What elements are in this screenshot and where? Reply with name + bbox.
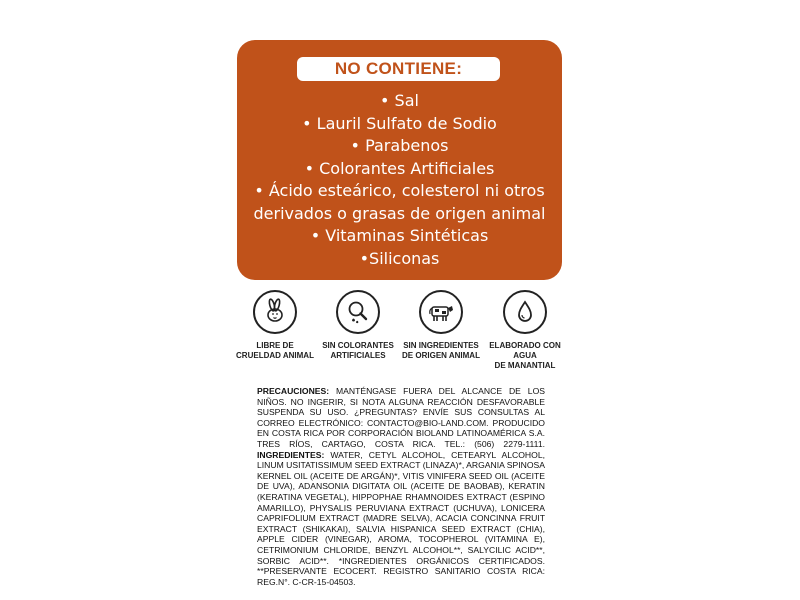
precautions-text: MANTÉNGASE FUERA DEL ALCANCE DE LOS NIÑOS. NO INGERIR, SI NOTA ALGUNA REACCIÓN DESFAVORABLE SUSPENDA SU USO. ¿PREGUNTAS? ENVÍE SUS CONSULTAS AL CORREO ELECTRÓNICO: CONTACTO@BIO-LAND.COM. PRODUCIDO EN COSTA RICA POR CORPORACIÓN BIOLAND LATINOAMÉRICA S.A. TRES RÍOS, CARTAGO, COSTA RICA. TEL.: (506) 2279-1111. bbox=[257, 386, 545, 449]
list-item: • Parabenos bbox=[350, 136, 449, 155]
badge-spring-water bbox=[480, 290, 570, 371]
badge-label: LIBRE DE CRUELDAD ANIMAL bbox=[236, 341, 314, 360]
list-item: derivados o grasas de origen animal bbox=[253, 203, 546, 223]
list-item: • Sal bbox=[380, 91, 419, 110]
list-item: • Vitaminas Sintéticas bbox=[310, 226, 489, 245]
list-item: • Ácido esteárico, colesterol ni otros bbox=[254, 181, 545, 200]
feature-badges bbox=[230, 290, 570, 370]
label-text-block bbox=[257, 386, 545, 587]
badge-cruelty-free bbox=[230, 290, 320, 361]
list-item: • Lauril Sulfato de Sodio bbox=[302, 113, 497, 133]
ingredients-text: WATER, CETYL ALCOHOL, CETEARYL ALCOHOL, LINUM USITATISSIMUM SEED EXTRACT (LINAZA)*, ARGANIA SPINOSA KERNEL OIL (ACEITE DE ARGÁN)*, VITIS VINIFERA SEED OIL (ACEITE DE UVA), ADANSONIA DIGITATA OIL (ACEITE DE BAOBAB), KERATIN (KERATINA VEGETAL), HIPPOPHAE RHAMNOIDES EXTRACT (ESPINO AMARILLO), PHYSALIS PERUVIANA EXTRACT (UCHUVA), LONICERA CAPRIFOLIUM EXTRACT (MADRE SELVA), ACACIA CONCINNA FRUIT EXTRACT (SHIKAKAI), SALVIA HISPANICA SEED EXTRACT (CHIA), APPLE CIDER (VINEGAR), AROMA, TOCOPHEROL (VITAMINA E), CETRIMONIUM CHLORIDE, BENZYL ALCOHOL**, SALYCILIC ACID**, SORBIC ACID**. *INGREDIENTES ORGÁNICOS CERTIFICADOS. **PRESERVANTE ECOCERT. REGISTRO SANITARIO COSTA RICA: REG.N°. C-CR-15-04503. bbox=[257, 449, 545, 587]
panel-title: NO CONTIENE: bbox=[297, 57, 500, 81]
list-item: •Siliconas bbox=[359, 248, 440, 268]
excluded-ingredients-list bbox=[237, 90, 562, 270]
badge-no-colorants bbox=[313, 290, 403, 361]
badge-no-animal-ingredients bbox=[396, 290, 486, 361]
precautions-heading: PRECAUCIONES: bbox=[257, 386, 330, 396]
badge-label: SIN COLORANTES ARTIFICIALES bbox=[322, 341, 394, 360]
badge-label: SIN INGREDIENTES DE ORIGEN ANIMAL bbox=[402, 341, 480, 360]
cow-icon bbox=[419, 290, 463, 334]
magnifier-drops-icon bbox=[336, 290, 380, 334]
badge-label: ELABORADO CON AGUA DE MANANTIAL bbox=[489, 341, 561, 370]
rabbit-icon bbox=[253, 290, 297, 334]
list-item: • Colorantes Artificiales bbox=[304, 158, 495, 178]
ingredients-heading: INGREDIENTES: bbox=[257, 449, 325, 460]
no-contiene-panel bbox=[237, 40, 562, 280]
water-drop-icon bbox=[503, 290, 547, 334]
